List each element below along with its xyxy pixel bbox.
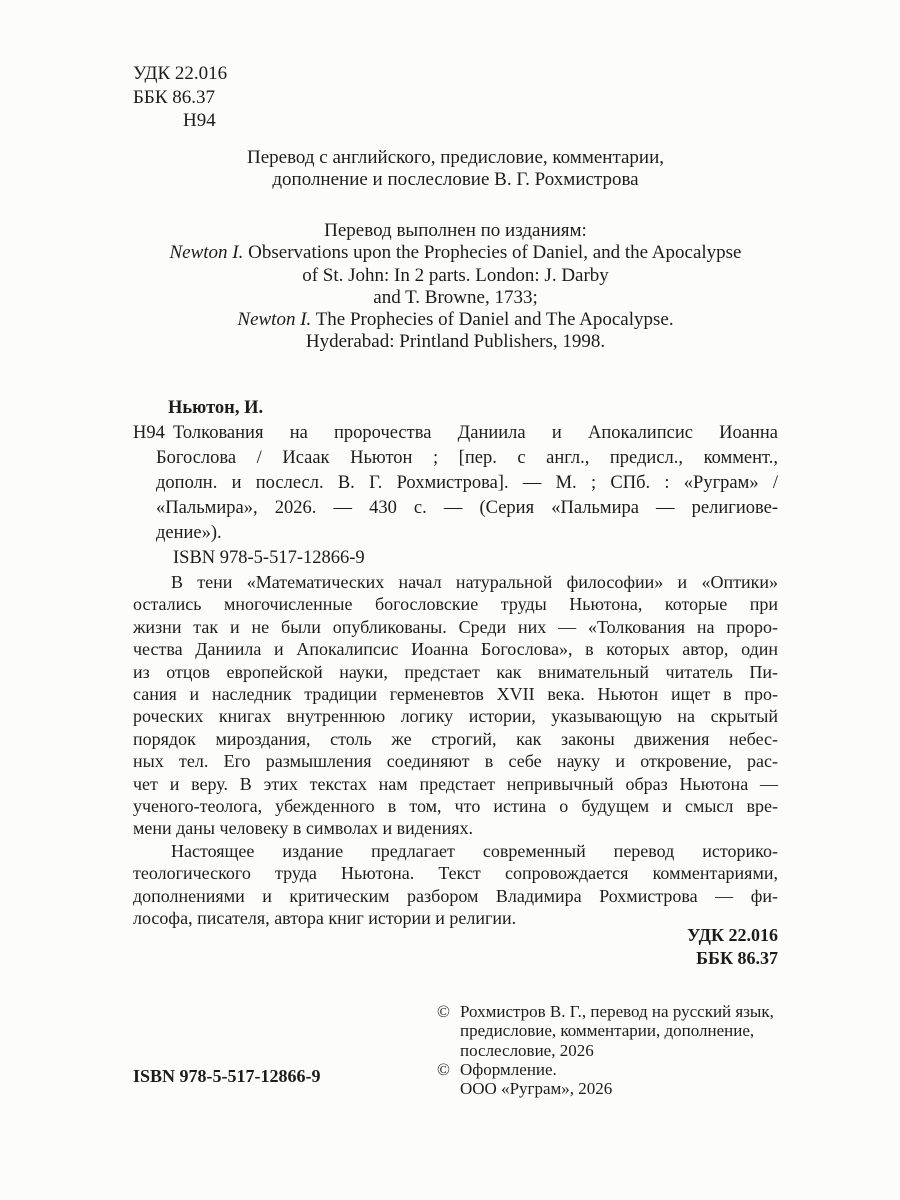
annotation-line: ных тел. Его размышления соединяют в себе науку и откровение, рас- <box>133 751 778 772</box>
edition-line-text: Observations upon the Prophecies of Daniel, and the Apocalypse <box>243 242 742 264</box>
annotation-line: роческих книгах внутреннюю логику истории, указывающую на скрытый <box>133 706 778 727</box>
copyright-text: Оформление. <box>460 1059 557 1079</box>
source-edition-line <box>133 287 778 309</box>
card-body <box>133 421 778 546</box>
source-edition-line <box>133 265 778 287</box>
copyright-sign: © <box>437 1059 450 1079</box>
edition-author-italic: Newton I. <box>169 242 244 264</box>
bbk-code-bottom: ББК 86.37 <box>696 948 778 968</box>
edition-line-text: Hyderabad: Printland Publishers, 1998. <box>305 331 606 353</box>
copyright-line <box>437 1041 797 1060</box>
copyright-text: ООО «Руграм», 2026 <box>460 1079 613 1099</box>
udc-code-bottom: УДК 22.016 <box>687 925 778 945</box>
translator-note <box>133 147 778 191</box>
translator-note-line: Перевод с английского, предисловие, комментарии, <box>246 147 665 168</box>
source-edition-line <box>133 331 778 353</box>
card-author-heading: Ньютон, И. <box>168 398 264 418</box>
edition-author-italic: Newton I. <box>237 309 312 331</box>
source-editions <box>133 220 778 354</box>
card-description-line: «Пальмира», 2026. — 430 с. — (Серия «Пальмира — религиове- <box>156 498 778 518</box>
card-description-line: дение»). <box>156 523 222 543</box>
copyright-line <box>437 1002 797 1021</box>
bibliographic-codes-bottom <box>133 924 778 970</box>
copyright-text: Рохмистров В. Г., перевод на русский язык, <box>460 1002 774 1021</box>
annotation-paragraph-1 <box>133 571 778 840</box>
source-edition-line <box>133 242 778 264</box>
isbn-bottom: ISBN 978-5-517-12866-9 <box>133 1066 321 1086</box>
annotation-line: чества Даниила и Апокалипсис Иоанна Богослова», в которых автор, один <box>133 639 778 660</box>
annotation-paragraph-2 <box>133 840 778 930</box>
source-edition-line <box>133 309 778 331</box>
annotation-line: теологического труда Ньютона. Текст сопровождается комментариями, <box>133 863 778 884</box>
annotation-line: сания и наследник традиции герменевтов XVII века. Ньютон ищет в про- <box>133 684 778 705</box>
bibliographic-codes-top <box>133 62 227 133</box>
card-description <box>156 421 778 546</box>
source-edition-line <box>133 220 778 242</box>
edition-line-text: and T. Browne, 1733; <box>373 286 538 308</box>
card-description-line: Богослова / Исаак Ньютон ; [пер. с англ., предисл., коммент., <box>156 448 778 468</box>
card-isbn: ISBN 978-5-517-12866-9 <box>173 548 365 568</box>
annotation-line: из отцов европейской науки, предстает как внимательный читатель Пи- <box>133 661 778 682</box>
annotation-line: остались многочисленные богословские труды Ньютона, которые при <box>133 594 778 615</box>
edition-line-text: Перевод выполнен по изданиям: <box>324 220 587 241</box>
card-author-sign: Н94 <box>133 423 165 443</box>
annotation-line: жизни так и не были опубликованы. Среди них — «Толкования на проро- <box>133 616 778 637</box>
author-sign-code: Н94 <box>183 110 216 131</box>
card-description-line: Толкования на пророчества Даниила и Апокалипсис Иоанна <box>173 423 778 443</box>
copyright-sign <box>437 1041 460 1060</box>
copyright-text: предисловие, комментарии, дополнение, <box>460 1021 755 1041</box>
translator-note-line: дополнение и послесловие В. Г. Рохмистрова <box>272 169 639 190</box>
copyright-line <box>437 1021 797 1040</box>
copyright-line <box>437 1079 797 1098</box>
annotation-line: мени даны человеку в символах и видениях. <box>133 818 473 839</box>
bbk-code: ББК 86.37 <box>133 86 215 108</box>
edition-line-text: The Prophecies of Daniel and The Apocalypse. <box>311 309 674 331</box>
edition-line-text: of St. John: In 2 parts. London: J. Darby <box>302 264 609 286</box>
annotation-line: ученого-теолога, убежденного в том, что истина о будущем и смысл вре- <box>133 796 778 817</box>
annotation-line: лософа, писателя, автора книг истории и религии. <box>133 908 517 929</box>
copyright-sign <box>437 1021 460 1040</box>
udc-code: УДК 22.016 <box>133 63 228 84</box>
annotation-line: порядок мироздания, столь же строгий, как законы движения небес- <box>133 728 778 749</box>
copyright-sign: © <box>437 1002 450 1021</box>
catalog-card <box>133 396 778 571</box>
annotation-line: В тени «Математических начал натуральной философии» и «Оптики» <box>171 572 778 592</box>
annotation <box>133 571 778 930</box>
card-description-line: дополн. и послесл. В. Г. Рохмистрова]. — М. ; СПб. : «Руграм» / <box>156 473 778 493</box>
copyright-text: послесловие, 2026 <box>460 1040 594 1060</box>
annotation-line: дополнениями и критическим разбором Владимира Рохмистрова — фи- <box>133 885 778 906</box>
copyright-line <box>437 1060 797 1079</box>
annotation-line: чет и веру. В этих текстах нам предстает непривычный образ Ньютона — <box>133 773 778 794</box>
annotation-line: Настоящее издание предлагает современный перевод историко- <box>171 840 778 861</box>
copyright-sign <box>437 1079 460 1098</box>
copyright-block <box>437 1002 797 1098</box>
